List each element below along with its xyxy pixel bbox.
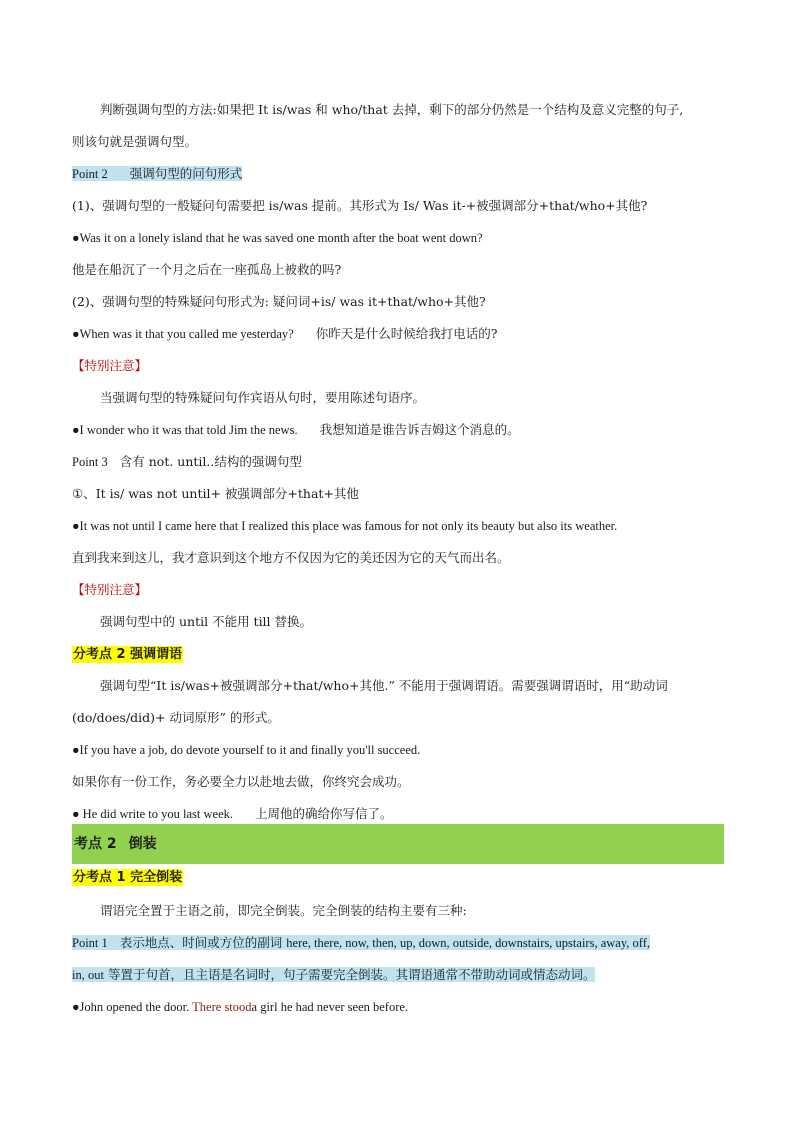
subpoint-2-heading [72, 645, 183, 664]
special-note-1: 【特别注意】 [72, 358, 148, 373]
example-en-2: ●When was it that you called me yesterday? [72, 327, 294, 341]
point1-example-a: ●John opened the door. [72, 1000, 190, 1014]
point1-adverbs: here, there, now, then, up, down, outside, downstairs, upstairs, away, off, [286, 936, 650, 950]
special-note-1-text: 当强调句型的特殊疑问句作宾语从句时，要用陈述句语序。 [100, 390, 426, 405]
point3-title: 含有 not. until..结构的强调句型 [119, 454, 302, 469]
point3-label: Point 3 [72, 455, 108, 469]
point1-example [72, 998, 408, 1016]
point1-text-b: 等置于句首，且主语是名词时，句子需要完全倒装。其谓语通常不带助动词或情态动词。 [107, 967, 596, 982]
paragraph-method-cont: 则该句就是强调句型。 [72, 134, 198, 149]
point2-label: Point 2 [72, 167, 108, 181]
note1-example [72, 421, 520, 439]
kaodian-2-label: 考点 2 [74, 836, 117, 852]
point1-label: Point 1 [72, 936, 108, 950]
point1-example-b: There stood [192, 1000, 252, 1014]
subpoint-2-text-2: (do/does/did)+ 动词原形” 的形式。 [72, 710, 280, 725]
note1-example-en: ●I wonder who it was that told Jim the news. [72, 423, 298, 437]
example-en-1: ●Was it on a lonely island that he was saved one month after the boat went down? [72, 231, 483, 245]
subpoint-2-example-en-1: ●If you have a job, do devote yourself to it and finally you'll succeed. [72, 743, 421, 757]
example-cn-1: 他是在船沉了一个月之后在一座孤岛上被救的吗? [72, 262, 342, 277]
special-note-2-text: 强调句型中的 until 不能用 till 替换。 [100, 614, 313, 629]
point1-adverbs-cont: in, out [72, 968, 104, 982]
point3-heading [72, 453, 302, 471]
subpoint-1-heading [72, 868, 183, 887]
kaodian-2-title: 倒装 [128, 836, 157, 852]
note1-example-cn: 我想知道是谁告诉吉姆这个消息的。 [319, 422, 520, 437]
point1-line-2 [72, 966, 595, 984]
paragraph-method: 判断强调句型的方法:如果把 It is/was 和 who/that 去掉，剩下的部分仍然是一个结构及意义完整的句子, [100, 102, 684, 117]
point3-example-cn: 直到我来到这儿，我才意识到这个地方不仅因为它的美还因为它的天气而出名。 [72, 550, 510, 565]
subpoint-1-title: 分考点 1 完全倒装 [73, 870, 183, 885]
point1-text-a: 表示地点、时间或方位的副词 [119, 935, 283, 950]
point2-title: 强调句型的问句形式 [129, 166, 243, 181]
example-cn-2: 你昨天是什么时候给我打电话的? [315, 326, 498, 341]
kaodian-2-banner [72, 824, 724, 864]
subpoint-2-title: 分考点 2 强调谓语 [73, 647, 183, 662]
special-note-2: 【特别注意】 [72, 582, 148, 597]
point3-example-en: ●It was not until I came here that I realized this place was famous for not only its beauty but also its weather. [72, 519, 618, 533]
question-form-1: (1)、强调句型的一般疑问句需要把 is/was 提前。其形式为 Is/ Was it-+被强调部分+that/who+其他? [72, 198, 648, 213]
point3-rule: ①、It is/ was not until+ 被强调部分+that+其他 [72, 486, 359, 501]
subpoint-1-intro: 谓语完全置于主语之前，即完全倒装。完全倒装的结构主要有三种: [100, 903, 467, 918]
subpoint-2-example-cn-2: 上周他的确给你写信了。 [255, 806, 393, 821]
subpoint-2-example-2 [72, 805, 393, 823]
point1-example-c: a girl he had never seen before. [251, 1000, 409, 1014]
point2-heading [72, 165, 242, 183]
subpoint-2-example-en-2: ● He did write to you last week. [72, 807, 233, 821]
subpoint-2-text-1: 强调句型“It is/was+被强调部分+that/who+其他.” 不能用于强调谓语。需要强调谓语时，用“助动词 [100, 678, 668, 693]
question-form-2: (2)、强调句型的特殊疑问句形式为: 疑问词+is/ was it+that/who+其他? [72, 294, 486, 309]
point1-line-1 [72, 934, 650, 952]
example-2 [72, 325, 497, 343]
subpoint-2-example-cn-1: 如果你有一份工作，务必要全力以赴地去做，你终究会成功。 [72, 774, 410, 789]
